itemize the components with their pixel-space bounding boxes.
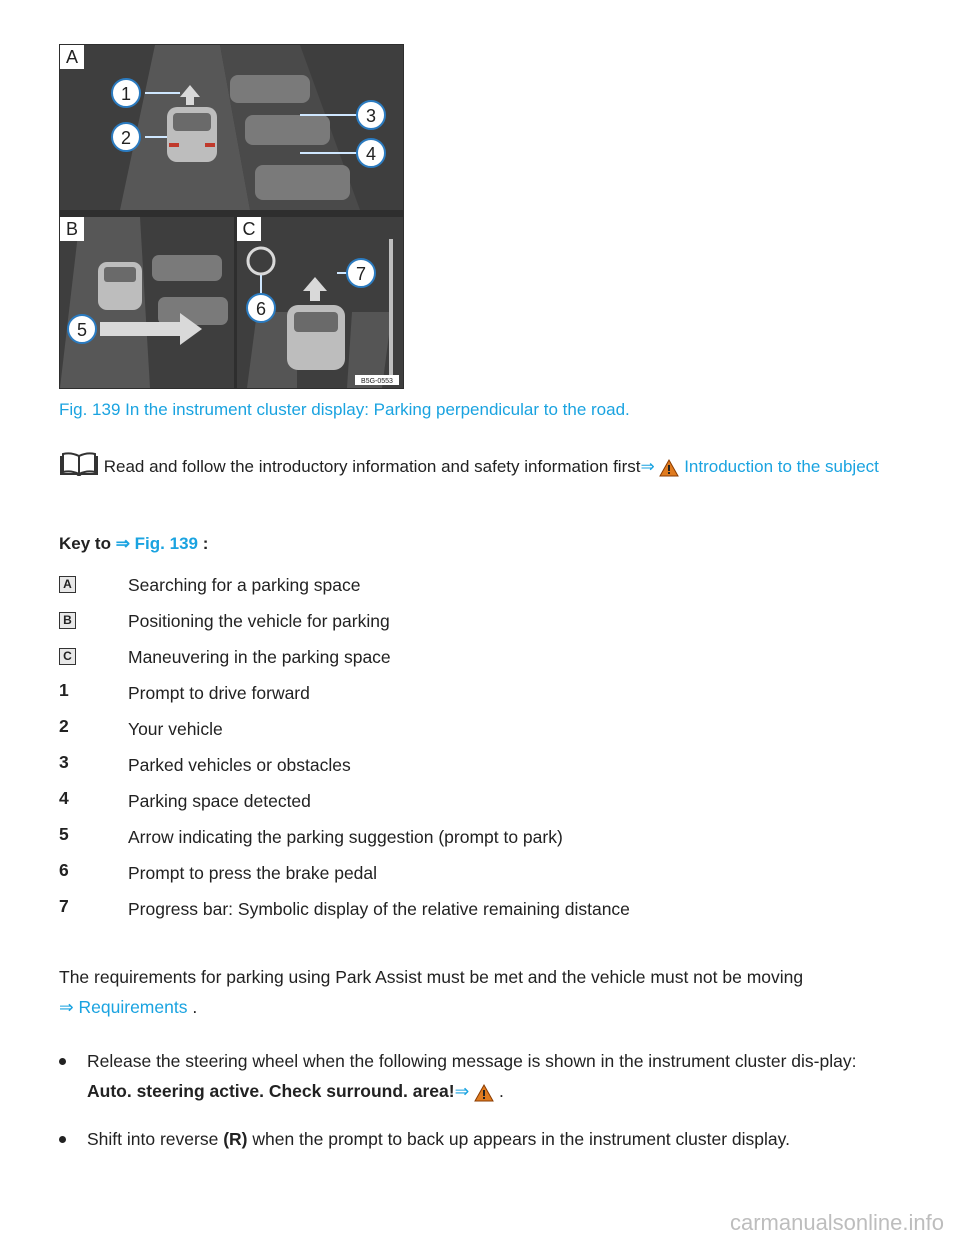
bullet-bold: (R) [223, 1129, 248, 1149]
panel-c [237, 217, 403, 388]
list-item [59, 680, 919, 716]
legend-text: Progress bar: Symbolic display of the relative remaining distance [128, 899, 630, 919]
legend-text: Searching for a parking space [128, 575, 361, 595]
legend-key: 3 [59, 752, 69, 772]
list-item [59, 644, 919, 680]
figure-code: B5G-0553 [361, 378, 393, 385]
fig-link[interactable]: ⇒ Fig. 139 [115, 534, 198, 553]
legend-key: 4 [59, 788, 69, 808]
intro-arrow[interactable]: ⇒ [640, 457, 655, 476]
legend-text: Your vehicle [128, 719, 223, 739]
legend-key: 5 [59, 824, 69, 844]
legend-list [59, 572, 919, 932]
legend-key: C [59, 648, 76, 665]
legend-text: Positioning the vehicle for parking [128, 611, 390, 631]
list-item [59, 608, 919, 644]
bullet-text: Shift into reverse [87, 1129, 219, 1149]
key-to-colon: : [202, 534, 209, 553]
legend-key: 7 [59, 896, 69, 916]
bullet-end: when the prompt to back up appears in the instrument cluster display. [252, 1129, 790, 1149]
panel-a-illustration [60, 45, 403, 210]
requirements-text: The requirements for parking using Park Assist must be met and the vehicle must not be moving [59, 967, 804, 987]
callout-7: 7 [355, 264, 367, 284]
legend-text: Prompt to drive forward [128, 683, 310, 703]
panel-b-illustration [60, 217, 234, 388]
legend-text: Parking space detected [128, 791, 311, 811]
legend-text: Arrow indicating the parking suggestion (prompt to park) [128, 827, 563, 847]
bullet-text: Release the steering wheel when the following message is shown in the instrument cluster dis-play: [87, 1051, 857, 1071]
panel-c-label: C [237, 217, 261, 241]
intro-paragraph [59, 452, 899, 488]
list-item [59, 788, 919, 824]
callout-6: 6 [255, 299, 267, 319]
legend-key: A [59, 576, 76, 593]
key-to-label: Key to [59, 534, 111, 553]
bullet-bold: Auto. steering active. Check surround. area! [87, 1081, 455, 1101]
panel-a-label: A [60, 45, 84, 69]
list-item [59, 1046, 899, 1112]
legend-text: Parked vehicles or obstacles [128, 755, 351, 775]
list-item [59, 860, 919, 896]
list-item [59, 896, 919, 932]
callout-4: 4 [365, 144, 377, 164]
bullet-arrow[interactable]: ⇒ [454, 1081, 470, 1101]
bullet-end: . [499, 1081, 504, 1101]
legend-text: Maneuvering in the parking space [128, 647, 391, 667]
legend-key: 2 [59, 716, 69, 736]
requirements-end: . [192, 997, 198, 1017]
panel-b [60, 217, 234, 388]
callout-5: 5 [76, 320, 88, 340]
intro-link[interactable]: Introduction to the subject [684, 457, 879, 476]
callout-3: 3 [365, 106, 377, 126]
intro-text: Read and follow the introductory information and safety information first [103, 457, 641, 476]
watermark: carmanualsonline.info [729, 1210, 944, 1235]
bullet-dot [59, 1136, 66, 1143]
list-item [59, 752, 919, 788]
bullet-dot [59, 1058, 66, 1065]
figure-139 [59, 44, 404, 389]
legend-key: B [59, 612, 76, 629]
requirements-paragraph [59, 962, 899, 1022]
callout-2: 2 [120, 128, 132, 148]
warning-icon [474, 1082, 494, 1112]
list-item [59, 824, 919, 860]
legend-text: Prompt to press the brake pedal [128, 863, 378, 883]
key-to-heading [59, 534, 208, 554]
list-item [59, 1124, 899, 1154]
panel-c-illustration [237, 217, 403, 388]
list-item [59, 572, 919, 608]
list-item [59, 716, 919, 752]
requirements-link[interactable]: ⇒ Requirements [59, 997, 188, 1017]
legend-key: 6 [59, 860, 69, 880]
figure-caption: Fig. 139 In the instrument cluster display: Parking perpendicular to the road. [59, 400, 630, 419]
panel-b-label: B [60, 217, 84, 241]
bullet-list [59, 1046, 899, 1166]
legend-key: 1 [59, 680, 69, 700]
book-icon [59, 452, 99, 486]
panel-a [60, 45, 403, 210]
callout-1: 1 [120, 84, 132, 104]
warning-icon [659, 458, 679, 488]
